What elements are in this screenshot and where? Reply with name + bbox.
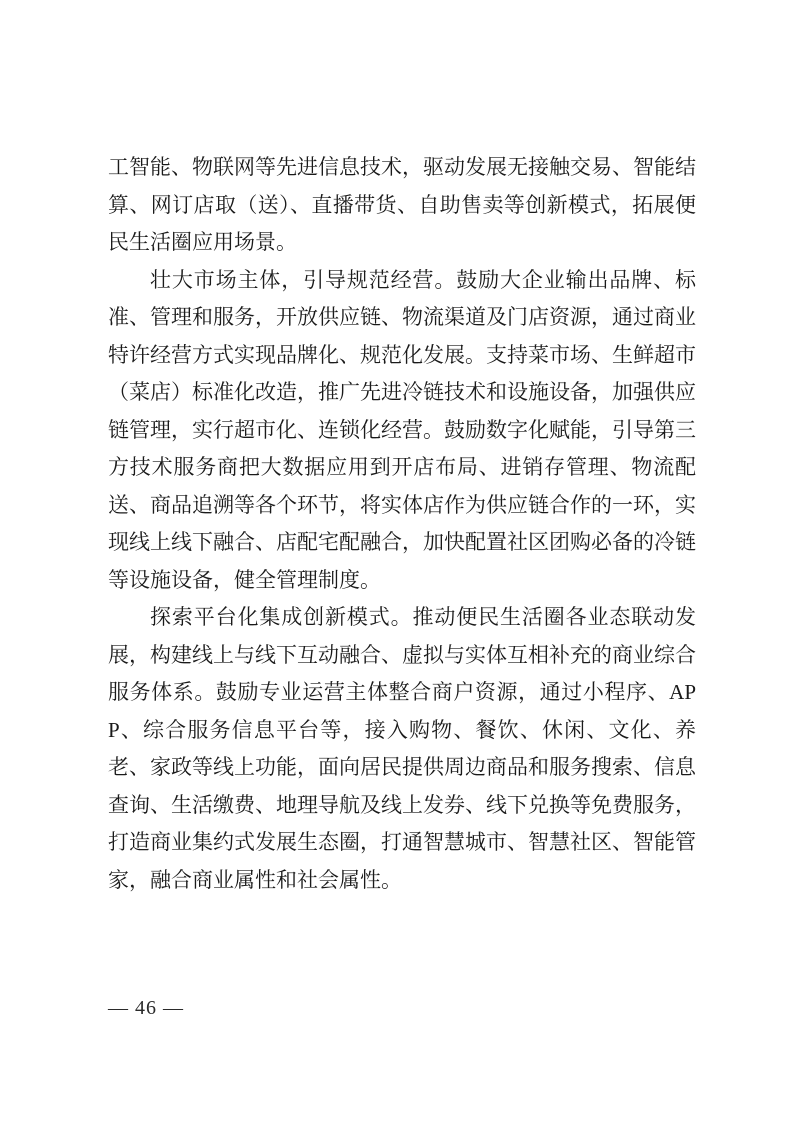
paragraph-continuation: 工智能、物联网等先进信息技术，驱动发展无接触交易、智能结算、网订店取（送）、直播带货、自助售卖等创新模式，拓展便民生活圈应用场景。	[108, 155, 696, 254]
paragraph-market-entities: 壮大市场主体，引导规范经营。鼓励大企业输出品牌、标准、管理和服务，开放供应链、物流渠道及门店资源，通过商业特许经营方式实现品牌化、规范化发展。支持菜市场、生鲜超市（菜店）标准化改造，推广先进冷链技术和设施设备，加强供应链管理，实行超市化、连锁化经营。鼓励数字化赋能，引导第三方技术服务商把大数据应用到开店布局、进销存管理、物流配送、商品追溯等各个环节，将实体店作为供应链合作的一环，实现线上线下融合、店配宅配融合，加快配置社区团购必备的冷链等设施设备，健全管理制度。	[108, 267, 696, 592]
page-number: — 46 —	[108, 997, 184, 1019]
document-text-block	[108, 149, 696, 899]
paragraph-platform-innovation: 探索平台化集成创新模式。推动便民生活圈各业态联动发展，构建线上与线下互动融合、虚拟与实体互相补充的商业综合服务体系。鼓励专业运营主体整合商户资源，通过小程序、APP、综合服务信息平台等，接入购物、餐饮、休闲、文化、养老、家政等线上功能，面向居民提供周边商品和服务搜索、信息查询、生活缴费、地理导航及线上发券、线下兑换等免费服务，打造商业集约式发展生态圈，打通智慧城市、智慧社区、智能管家，融合商业属性和社会属性。	[108, 605, 696, 892]
